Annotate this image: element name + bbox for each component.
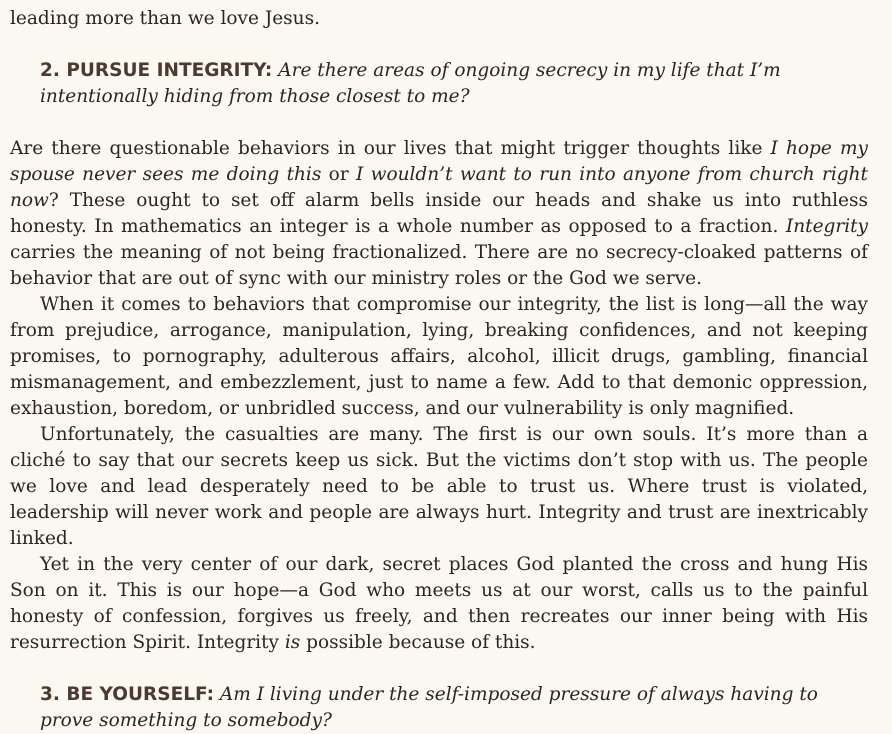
italic-span: I wouldn’t want to run into anyone from church right now (10, 164, 868, 211)
book-page (0, 6, 892, 731)
point-label: 2. PURSUE INTEGRITY: (40, 60, 273, 81)
italic-span: is (284, 632, 301, 653)
italic-span: I hope my spouse never sees me doing this (10, 138, 868, 185)
point-label: 3. BE YOURSELF: (40, 684, 215, 705)
text-span: Are there questionable behaviors in our lives that might trigger thoughts like (10, 138, 771, 159)
italic-span: Integrity (785, 216, 868, 237)
text-span: carries the meaning of not being fractionalized. There are no secrecy-cloaked patterns of behavior that are out of sync with our ministry roles or the God we serve. (10, 242, 868, 289)
point-question: Am I living under the self-imposed pressure of always having to prove something to somebody? (40, 684, 818, 731)
text-span: ? These ought to set off alarm bells inside our heads and shake us into ruthless honesty. In mathematics an integer is a whole number as opposed to a fraction. (10, 190, 868, 237)
point-question: Are there areas of ongoing secrecy in my life that I’m intentionally hiding from those closest to me? (40, 60, 781, 107)
paragraph-casualties: Unfortunately, the casualties are many. The first is our own souls. It’s more than a cliché to say that our secrets keep us sick. But the victims don’t stop with us. The people we love and lead desperately need to be able to trust us. Where trust is violated, leadership will never work and people are always hurt. Integrity and trust are inextricably linked. (10, 424, 868, 549)
text-span: Yet in the very center of our dark, secret places God planted the cross and hung His Son on it. This is our hope—a God who meets us at our worst, calls us to the painful honesty of confession, forgives us freely, and then recreates our inner being with His resurrection Spirit. Integrity (10, 554, 868, 653)
continuation-line: leading more than we love Jesus. (10, 8, 320, 29)
point-pursue-integrity (40, 58, 868, 110)
paragraph-compromise-behaviors: When it comes to behaviors that compromise our integrity, the list is long—all the way from prejudice, arrogance, manipulation, lying, breaking confidences, and not keeping promises, to pornography, adulterous affairs, alcohol, illicit drugs, gambling, financial mismanagement, and embezzlement, just to name a few. Add to that demonic oppression, exhaustion, boredom, or unbridled success, and our vulnerability is only magnified. (10, 294, 868, 419)
text-span: or (321, 164, 356, 185)
point-be-yourself (40, 682, 868, 734)
text-span: possible because of this. (300, 632, 536, 653)
paragraph-questionable-behaviors (10, 136, 868, 292)
paragraph-hope (10, 552, 868, 656)
